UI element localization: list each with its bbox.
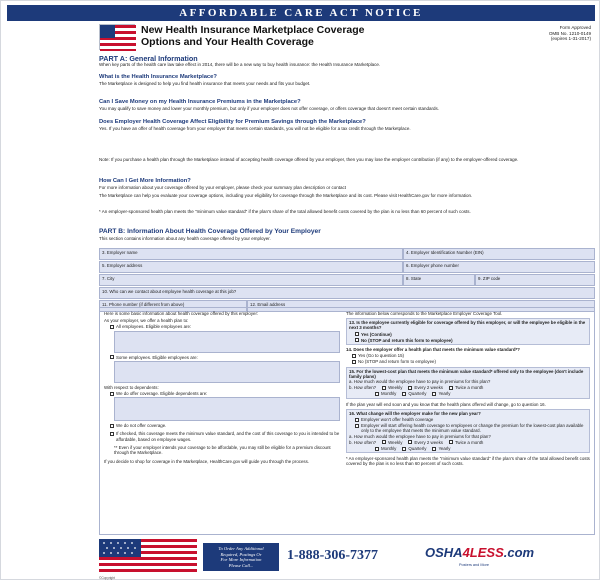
dependents-text-field[interactable] [114, 397, 340, 421]
min-value-label: If checked, this coverage meets the minimum value standard, and the cost of this coverage to you is intended to be affordable, based on employee wages. [116, 431, 340, 442]
paragraph-marketplace-help: The Marketplace can help you evaluate your coverage options, including your eligibility for coverage through the Marketplace and its cost. Please visit HealthCare.gov for more information. [99, 193, 473, 198]
dependents-label: With respect to dependents: [104, 384, 159, 390]
logo-tagline: Posters and More [459, 563, 489, 567]
offer-dependents-label: We do offer coverage. Eligible dependents are: [116, 391, 208, 397]
affordability-note: ** Even if your employer intends your coverage to be affordable, you may still be eligible for a premium discount through the Marketplace. [114, 444, 331, 456]
q16-start-offer-checkbox[interactable] [355, 424, 359, 428]
right-footnote: * An employer-sponsored health plan meets the "minimum value standard" if the plan's share of the total allowed benefit costs covered by the plan is no less than 60 percent of such costs. [346, 456, 590, 467]
q16-intro: If the plan year will end soon and you know that the health plans offered will change, go to question 16. [346, 401, 546, 407]
state-field[interactable]: 8. State [403, 274, 475, 286]
question-16: 16. What change will the employer make for the new plan year? Employer won't offer health coverage Employer will start offering health coverage to employees or change the premium for the lowest-cost plan available only to the employee that meets the minimum value standard. a. How much would the employee have to pay in premiums for that plan? b. How often? Weekly Every 2 weeks Twice a month Monthly Quarterly Yearly [346, 409, 590, 453]
shop-marketplace-text: If you decide to shop for coverage in the Marketplace, HealthCare.gov will guide you through the process. [104, 459, 310, 465]
form-approved: Form Approved OMB No. 1210-0149 (expires 1-31-2017) [548, 25, 591, 42]
document-title: New Health Insurance Marketplace Coverage Options and Your Health Coverage [141, 24, 365, 48]
banner-title: AFFORDABLE CARE ACT NOTICE [7, 5, 595, 21]
no-dependents-checkbox[interactable] [110, 424, 114, 428]
heading-eligibility: Does Employer Health Coverage Affect Eligibility for Premium Savings through the Marketplace? [99, 119, 366, 125]
freq-twice-checkbox[interactable] [449, 386, 453, 390]
q16-no-offer-checkbox[interactable] [355, 418, 359, 422]
part-a-intro: When key parts of the health care law take effect in 2014, there will be a new way to buy health insurance: the Health Insurance Marketplace. [99, 62, 381, 67]
us-flag-icon [99, 539, 197, 575]
zip-field[interactable]: 9. ZIP code [475, 274, 595, 286]
offer-dependents-checkbox[interactable] [110, 392, 114, 396]
heading-save-money: Can I Save Money on my Health Insurance Premiums in the Marketplace? [99, 99, 301, 105]
freq2-weekly-checkbox[interactable] [382, 440, 386, 444]
offer-plan-label: As your employer, we offer a health plan to: [104, 318, 189, 324]
order-info-box: To Order Any Additional Required, Postings Or For More Information Please Call... [203, 543, 279, 571]
right-intro: The information below corresponds to the Marketplace Employer Coverage Tool. [346, 311, 503, 316]
freq-quarterly-checkbox[interactable] [402, 392, 406, 396]
freq-yearly-checkbox[interactable] [432, 392, 436, 396]
heading-what-is-marketplace: What is the Health Insurance Marketplace? [99, 74, 217, 80]
question-15: 15. For the lowest-cost plan that meets the minimum value standard* offered only to the employee (don't include family plans) a. How much would the employee have to pay in premiums for this plan? b. How often? Weekly Every 2 weeks Twice a month Monthly Quarterly Yearly [346, 367, 590, 399]
email-field[interactable]: 12. Email address [247, 300, 595, 312]
part-b-intro: This section contains information about any health coverage offered by your employer. [99, 236, 271, 241]
some-employees-text-field[interactable] [114, 361, 340, 383]
copyright-line: ©Copyright [99, 576, 115, 580]
paragraph-eligibility: Yes. If you have an offer of health coverage from your employer that meets certain standards, you will not be eligible for a tax credit through the Marketplace. [99, 126, 411, 131]
employer-phone-field[interactable]: 6. Employer phone number [403, 261, 595, 273]
title-block [99, 24, 595, 52]
freq2-monthly-checkbox[interactable] [375, 447, 379, 451]
left-column [104, 311, 340, 464]
freq-weekly-checkbox[interactable] [382, 386, 386, 390]
employer-name-field[interactable]: 3. Employer name [99, 248, 403, 260]
q13-no-checkbox[interactable] [355, 338, 359, 342]
alt-phone-field[interactable]: 11. Phone number (if different from above) [99, 300, 247, 312]
ein-field[interactable]: 4. Employer Identification Number (EIN) [403, 248, 595, 260]
freq2-twice-checkbox[interactable] [449, 440, 453, 444]
city-field[interactable]: 7. City [99, 274, 403, 286]
osha4less-logo: OSHA4LESS.com [425, 545, 535, 560]
freq-monthly-checkbox[interactable] [375, 392, 379, 396]
left-intro: Here is some basic information about health coverage offered by this employer: [104, 311, 259, 316]
some-employees-label: Some employees. Eligible employees are: [116, 354, 198, 360]
question-13: 13. Is the employee currently eligible for coverage offered by this employer, or will the employee be eligible in the next 3 months? Yes (Continue) No (STOP and return this form to employee) [346, 318, 590, 345]
paragraph-more-info: For more information about your coverage offered by your employer, please check your summary plan description or contact [99, 185, 347, 190]
no-dependents-label: We do not offer coverage. [116, 423, 167, 429]
min-value-checkbox[interactable] [110, 432, 114, 436]
freq2-quarterly-checkbox[interactable] [402, 447, 406, 451]
freq-2weeks-checkbox[interactable] [408, 386, 412, 390]
q14-yes-checkbox[interactable] [352, 354, 356, 358]
all-employees-text-field[interactable] [114, 331, 340, 353]
all-employees-label: All employees. Eligible employees are: [116, 324, 192, 330]
question-14: 14. Does the employer offer a health plan that meets the minimum value standard*? Yes (Go to question 15) No (STOP and return form to employee) [346, 347, 520, 365]
employer-address-field[interactable]: 5. Employer address [99, 261, 403, 273]
order-phone-number[interactable]: 1-888-306-7377 [287, 548, 378, 563]
part-b-heading: PART B: Information About Health Coverage Offered by Your Employer [99, 228, 321, 235]
right-column [346, 311, 590, 467]
note-paragraph: Note: If you purchase a health plan through the Marketplace instead of accepting health coverage offered by your employer, then you may lose the employer contribution (if any) to the employer-offered coverage. [99, 157, 519, 162]
part-a-heading: PART A: General Information [99, 54, 198, 63]
poster-footer [99, 539, 595, 575]
coverage-questionnaire [99, 307, 595, 535]
freq2-2weeks-checkbox[interactable] [408, 440, 412, 444]
paragraph-save-money: You may qualify to save money and lower your monthly premium, but only if your employer does not offer coverage, or offers coverage that doesn't meet certain standards. [99, 106, 439, 111]
freq2-yearly-checkbox[interactable] [432, 447, 436, 451]
paragraph-marketplace: The Marketplace is designed to help you find health insurance that meets your needs and fits your budget. [99, 81, 311, 86]
q13-yes-checkbox[interactable] [355, 332, 359, 336]
some-employees-checkbox[interactable] [110, 355, 114, 359]
all-employees-checkbox[interactable] [110, 325, 114, 329]
footnote-min-value: * An employer-sponsored health plan meets the "minimum value standard" if the plan's share of the total allowed benefit costs covered by the plan is no less than 60 percent of such costs. [99, 209, 471, 214]
heading-more-info: How Can I Get More Information? [99, 178, 191, 184]
q14-no-checkbox[interactable] [352, 360, 356, 364]
contact-field[interactable]: 10. Who can we contact about employee health coverage at this job? [99, 287, 595, 299]
